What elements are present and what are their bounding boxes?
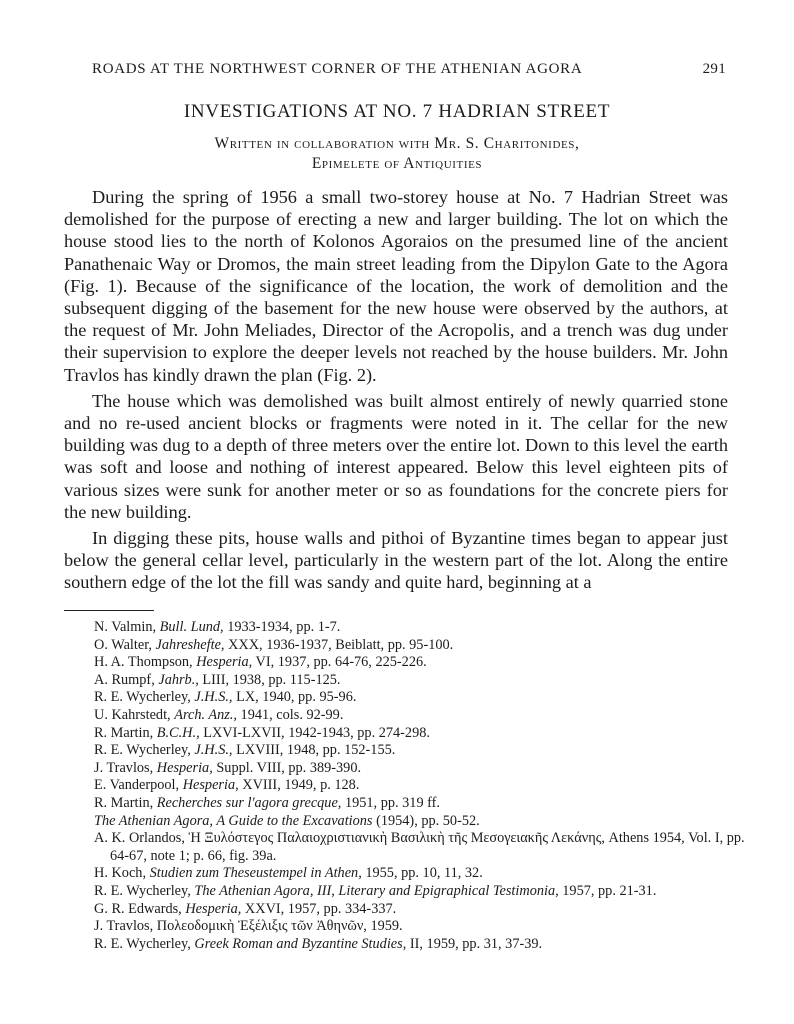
reference-item: [94, 813, 754, 831]
ref-author: O. Walter,: [94, 636, 152, 653]
ref-work: Hesperia,: [182, 777, 239, 794]
ref-detail: XXVI, 1957, pp. 334-337.: [241, 900, 397, 917]
reference-item: [94, 865, 754, 883]
ref-author: E. Vanderpool,: [94, 777, 180, 794]
page-number: 291: [702, 61, 726, 77]
reference-item: [94, 830, 754, 865]
paragraph-3: In digging these pits, house walls and pithoi of Byzantine times began to appear just below the general cellar level, particularly in the western part of the lot. Along the entire southern edge of the lot the fill was sandy and quite hard, beginning at a: [64, 528, 728, 593]
reference-item: [94, 918, 754, 936]
ref-work: B.C.H.,: [156, 724, 200, 741]
footnote-rule: [64, 610, 154, 611]
reference-item: [94, 795, 754, 813]
ref-work: Arch. Anz.,: [174, 706, 237, 723]
ref-author: G. R. Edwards,: [94, 900, 182, 917]
reference-item: [94, 619, 754, 637]
ref-detail: 1951, pp. 319 ff.: [341, 794, 441, 811]
ref-detail: Athens 1954, Vol. I, pp. 64-67, note 1; p. 66, fig. 39a.: [110, 830, 745, 864]
ref-detail: LXVIII, 1948, pp. 152-155.: [232, 742, 396, 759]
running-title: ROADS AT THE NORTHWEST CORNER OF THE ATHENIAN AGORA: [92, 61, 583, 77]
ref-detail: LIII, 1938, pp. 115-125.: [198, 671, 341, 688]
reference-item: [94, 901, 754, 919]
reference-item: [94, 654, 754, 672]
ref-work: Bull. Lund,: [159, 619, 224, 635]
ref-detail: Suppl. VIII, pp. 389-390.: [212, 759, 362, 776]
ref-work: Πολεοδομικὴ Ἐξέλιξις τῶν Ἀθηνῶν,: [156, 918, 367, 935]
byline-line-2: Epimelete of Antiquities: [311, 155, 483, 172]
ref-detail: 1959.: [366, 918, 403, 935]
ref-work: Hesperia,: [156, 759, 213, 776]
ref-detail: LX, 1940, pp. 95-96.: [232, 689, 357, 706]
ref-author: J. Travlos,: [94, 759, 154, 776]
reference-item: [94, 672, 754, 690]
byline-line-1: Written in collaboration with Mr. S. Charitonides,: [214, 135, 580, 152]
reference-item: [94, 707, 754, 725]
ref-work: Recherches sur l'agora grecque,: [156, 794, 342, 811]
ref-work: Jahreshefte,: [155, 636, 225, 653]
ref-author: H. Koch,: [94, 865, 147, 882]
ref-work: Hesperia,: [196, 654, 253, 671]
ref-work: Hesperia,: [185, 900, 242, 917]
paragraph-2: The house which was demolished was built almost entirely of newly quarried stone and no re-used ancient blocks or fragments were noted in it. The cellar for the new building was dug to a depth of three meters over the entire lot. Down to this level the earth was soft and loose and nothing of interest appeared. Below this level eighteen pits of various sizes were sunk for another meter or so as foundations for the concrete piers for the new building.: [64, 390, 728, 522]
ref-detail: 1957, pp. 21-31.: [558, 882, 657, 899]
ref-author: J. Travlos,: [94, 918, 154, 935]
ref-author: H. A. Thompson,: [94, 654, 193, 671]
ref-work: Greek Roman and Byzantine Studies,: [194, 935, 407, 952]
ref-work: Studien zum Theseustempel in Athen,: [149, 865, 362, 882]
ref-detail: LXVI-LXVII, 1942-1943, pp. 274-298.: [199, 724, 430, 741]
reference-item: [94, 936, 754, 954]
ref-author: A. K. Orlandos,: [94, 830, 185, 847]
ref-detail: XVIII, 1949, p. 128.: [238, 777, 360, 794]
reference-item: [94, 637, 754, 655]
reference-item: [94, 777, 754, 795]
ref-work: Jahrb.,: [158, 671, 199, 688]
running-head: [92, 61, 726, 78]
ref-author: A. Rumpf,: [94, 671, 155, 688]
ref-author: U. Kahrstedt,: [94, 706, 171, 723]
ref-author: R. E. Wycherley,: [94, 935, 191, 952]
body-text: [64, 186, 728, 598]
ref-detail: II, 1959, pp. 31, 37-39.: [406, 935, 543, 952]
ref-work: J.H.S.,: [194, 742, 233, 759]
ref-author: R. E. Wycherley,: [94, 689, 191, 706]
article-title: INVESTIGATIONS AT NO. 7 HADRIAN STREET: [183, 101, 611, 122]
ref-author: R. Martin,: [94, 724, 154, 741]
paragraph-1: During the spring of 1956 a small two-storey house at No. 7 Hadrian Street was demolished for the purpose of erecting a new and larger building. The lot on which the house stood lies to the north of Kolonos Agoraios on the presumed line of the ancient Panathenaic Way or Dromos, the main street leading from the Dipylon Gate to the Agora (Fig. 1). Because of the significance of the location, the work of demolition and the subsequent digging of the basement for the new house were observed by the authors, at the request of Mr. John Meliades, Director of the Acropolis, and a trench was dug under their supervision to explore the deeper levels not reached by the house builders. Mr. John Travlos has kindly drawn the plan (Fig. 2).: [64, 187, 728, 385]
reference-item: [94, 760, 754, 778]
ref-author: R. Martin,: [94, 794, 154, 811]
ref-detail: (1954), pp. 50-52.: [372, 812, 480, 829]
reference-item: [94, 742, 754, 760]
ref-author: N. Valmin,: [94, 619, 157, 635]
ref-detail: 1955, pp. 10, 11, 32.: [361, 865, 483, 882]
ref-detail: VI, 1937, pp. 64-76, 225-226.: [252, 654, 427, 671]
byline: [0, 134, 794, 174]
reference-item: [94, 883, 754, 901]
reference-item: [94, 725, 754, 743]
reference-list: [94, 619, 754, 953]
ref-detail: 1933-1934, pp. 1-7.: [223, 619, 341, 635]
reference-item: [94, 689, 754, 707]
ref-work: Ἡ Ξυλόστεγος Παλαιοχριστιανικὴ Βασιλικὴ τῆς Μεσογειακῆς Λεκάνης,: [188, 830, 605, 847]
ref-author: R. E. Wycherley,: [94, 882, 191, 899]
ref-work: The Athenian Agora, A Guide to the Excavations: [94, 812, 373, 829]
ref-author: R. E. Wycherley,: [94, 742, 191, 759]
ref-work: The Athenian Agora, III, Literary and Epigraphical Testimonia,: [194, 882, 559, 899]
ref-detail: 1941, cols. 92-99.: [236, 706, 344, 723]
ref-detail: XXX, 1936-1937, Beiblatt, pp. 95-100.: [224, 636, 454, 653]
ref-work: J.H.S.,: [194, 689, 233, 706]
